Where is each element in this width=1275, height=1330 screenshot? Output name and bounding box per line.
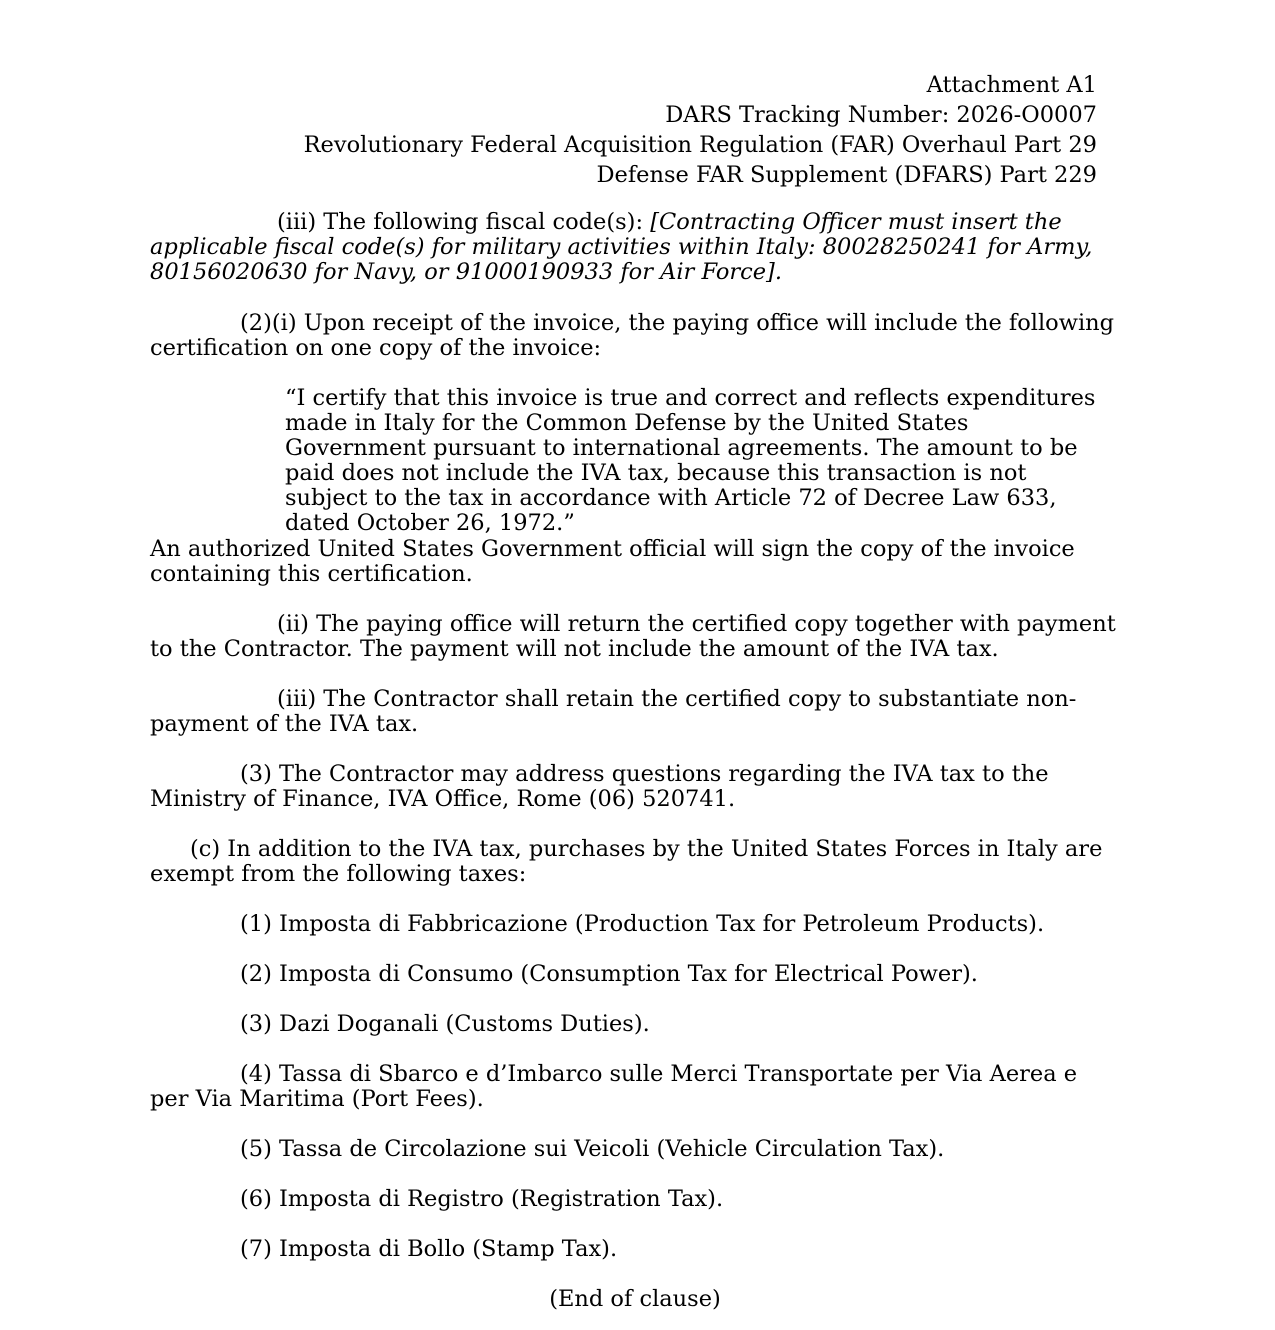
list-item: (6) Imposta di Registro (Registration Tax). bbox=[240, 1186, 724, 1212]
paragraph-iii-retain: (iii) The Contractor shall retain the certified copy to substantiate non-payment of the IVA tax. bbox=[150, 686, 1077, 737]
attachment-label: Attachment A1 bbox=[926, 72, 1097, 98]
certification-quote: “I certify that this invoice is true and correct and reflects expenditures made in Italy for the Common Defense by the United States Government pursuant to international agreements. The amount to be paid does not include the IVA tax, because this transaction is not subject to the tax in accordance with Article 72 of Decree Law 633, dated October 26, 1972.” bbox=[285, 385, 1096, 536]
fiscal-code-instruction: [Contracting Officer must insert the applicable fiscal code(s) for military activities within Italy: 80028250241 for Army, 80156020630 for Navy, or 91000190933 for Air Force]. bbox=[150, 209, 1093, 285]
list-item: (3) Dazi Doganali (Customs Duties). bbox=[240, 1011, 650, 1037]
paragraph-iii-fiscal-code bbox=[150, 210, 1120, 285]
list-item: (5) Tassa de Circolazione sui Veicoli (Vehicle Circulation Tax). bbox=[240, 1136, 945, 1162]
fiscal-code-lead: (iii) The following fiscal code(s): bbox=[277, 209, 651, 235]
list-item: (7) Imposta di Bollo (Stamp Tax). bbox=[240, 1236, 618, 1262]
document-header bbox=[150, 70, 1097, 190]
list-item: (1) Imposta di Fabbricazione (Production Tax for Petroleum Products). bbox=[240, 911, 1045, 937]
paragraph-2i: (2)(i) Upon receipt of the invoice, the paying office will include the following certification on one copy of the invoice: bbox=[150, 310, 1115, 361]
list-item: (2) Imposta di Consumo (Consumption Tax for Electrical Power). bbox=[240, 961, 978, 987]
document-page bbox=[150, 70, 1120, 1312]
paragraph-3: (3) The Contractor may address questions regarding the IVA tax to the Ministry of Finance, IVA Office, Rome (06) 520741. bbox=[150, 761, 1049, 812]
list-item: (4) Tassa di Sbarco e d’Imbarco sulle Merci Transportate per Via Aerea e per Via Maritima (Port Fees). bbox=[150, 1061, 1078, 1112]
paragraph-authorized-official: An authorized United States Government official will sign the copy of the invoice containing this certification. bbox=[150, 536, 1075, 587]
far-part-title: Revolutionary Federal Acquisition Regulation (FAR) Overhaul Part 29 bbox=[303, 132, 1097, 158]
dfars-part-title: Defense FAR Supplement (DFARS) Part 229 bbox=[596, 162, 1097, 188]
paragraph-ii: (ii) The paying office will return the certified copy together with payment to the Contractor. The payment will not include the amount of the IVA tax. bbox=[150, 611, 1116, 662]
tracking-number: DARS Tracking Number: 2026-O0007 bbox=[665, 102, 1097, 128]
end-of-clause: (End of clause) bbox=[549, 1286, 721, 1312]
paragraph-c: (c) In addition to the IVA tax, purchases by the United States Forces in Italy are exempt from the following taxes: bbox=[150, 836, 1103, 887]
